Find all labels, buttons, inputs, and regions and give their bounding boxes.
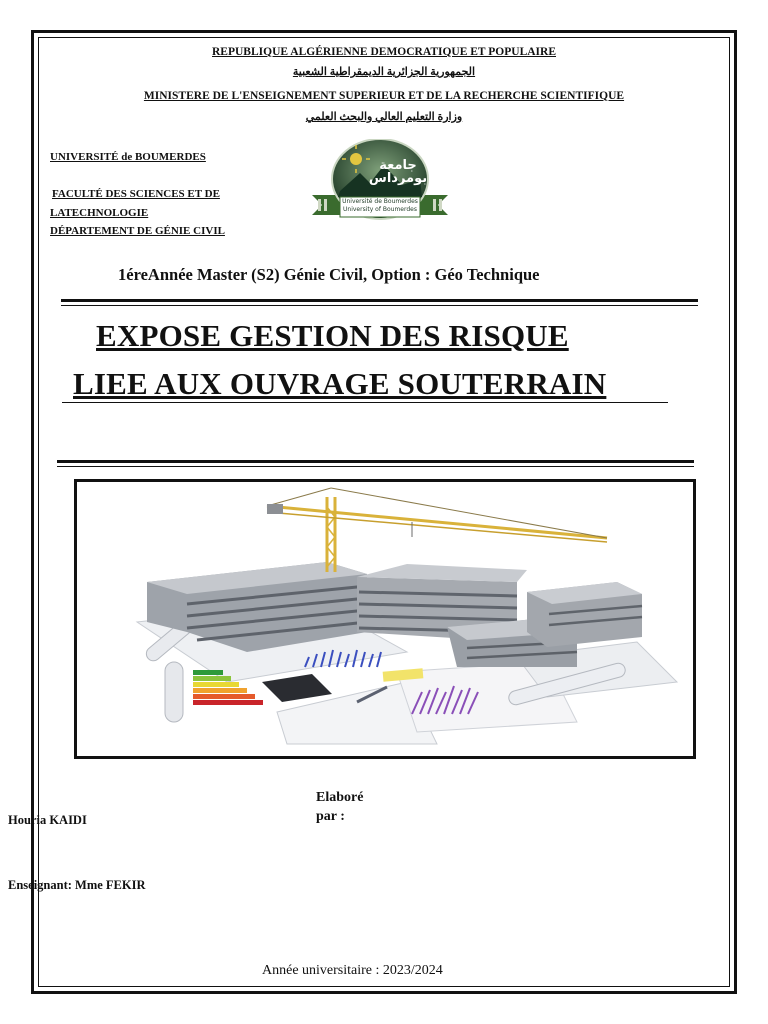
republic-heading-arabic: الجمهورية الجزائرية الديمقراطية الشعبية (292, 66, 476, 78)
teacher-name: Enseignant: Mme FEKIR (8, 878, 146, 892)
document-title-line1: EXPOSE GESTION DES RISQUE (96, 318, 569, 353)
student-name: Houria KAIDI (8, 813, 87, 827)
title-underline-extra (62, 402, 668, 403)
prepared-by-label-line2: par : (316, 809, 345, 824)
faculty-name-line1: FACULTÉ DES SCIENCES ET DE (52, 188, 220, 200)
logo-arabic-text: جامعة بومرداس (368, 158, 428, 186)
ministry-heading-arabic: وزارة التعليم العالي والبحث العلمي (305, 111, 463, 123)
republic-heading: REPUBLIQUE ALGÉRIENNE DEMOCRATIQUE ET POPULAIRE (212, 46, 556, 58)
cover-illustration (74, 479, 696, 759)
title-rule-bottom (57, 460, 694, 463)
university-logo (312, 139, 448, 225)
university-name: UNIVERSITÉ de BOUMERDES (50, 151, 206, 163)
faculty-name-line2: LATECHNOLOGIE (50, 207, 149, 219)
construction-building-illustration (77, 482, 693, 756)
academic-year: Année universitaire : 2023/2024 (262, 963, 443, 978)
logo-english-text: University of Boumerdes (343, 206, 417, 213)
department-name: DÉPARTEMENT DE GÉNIE CIVIL (50, 225, 225, 237)
title-rule-bottom-thin (57, 466, 694, 467)
ministry-heading: MINISTERE DE L'ENSEIGNEMENT SUPERIEUR ET DE LA RECHERCHE SCIENTIFIQUE (143, 90, 625, 102)
document-title-line2: LIEE AUX OUVRAGE SOUTERRAIN (73, 366, 607, 401)
logo-french-text: Université de Boumerdes (342, 198, 418, 205)
program-line: 1éreAnnée Master (S2) Génie Civil, Option : Géo Technique (118, 265, 540, 284)
title-rule-top (61, 299, 698, 302)
title-rule-top-thin (61, 305, 698, 306)
prepared-by-label-line1: Elaboré (316, 790, 364, 805)
